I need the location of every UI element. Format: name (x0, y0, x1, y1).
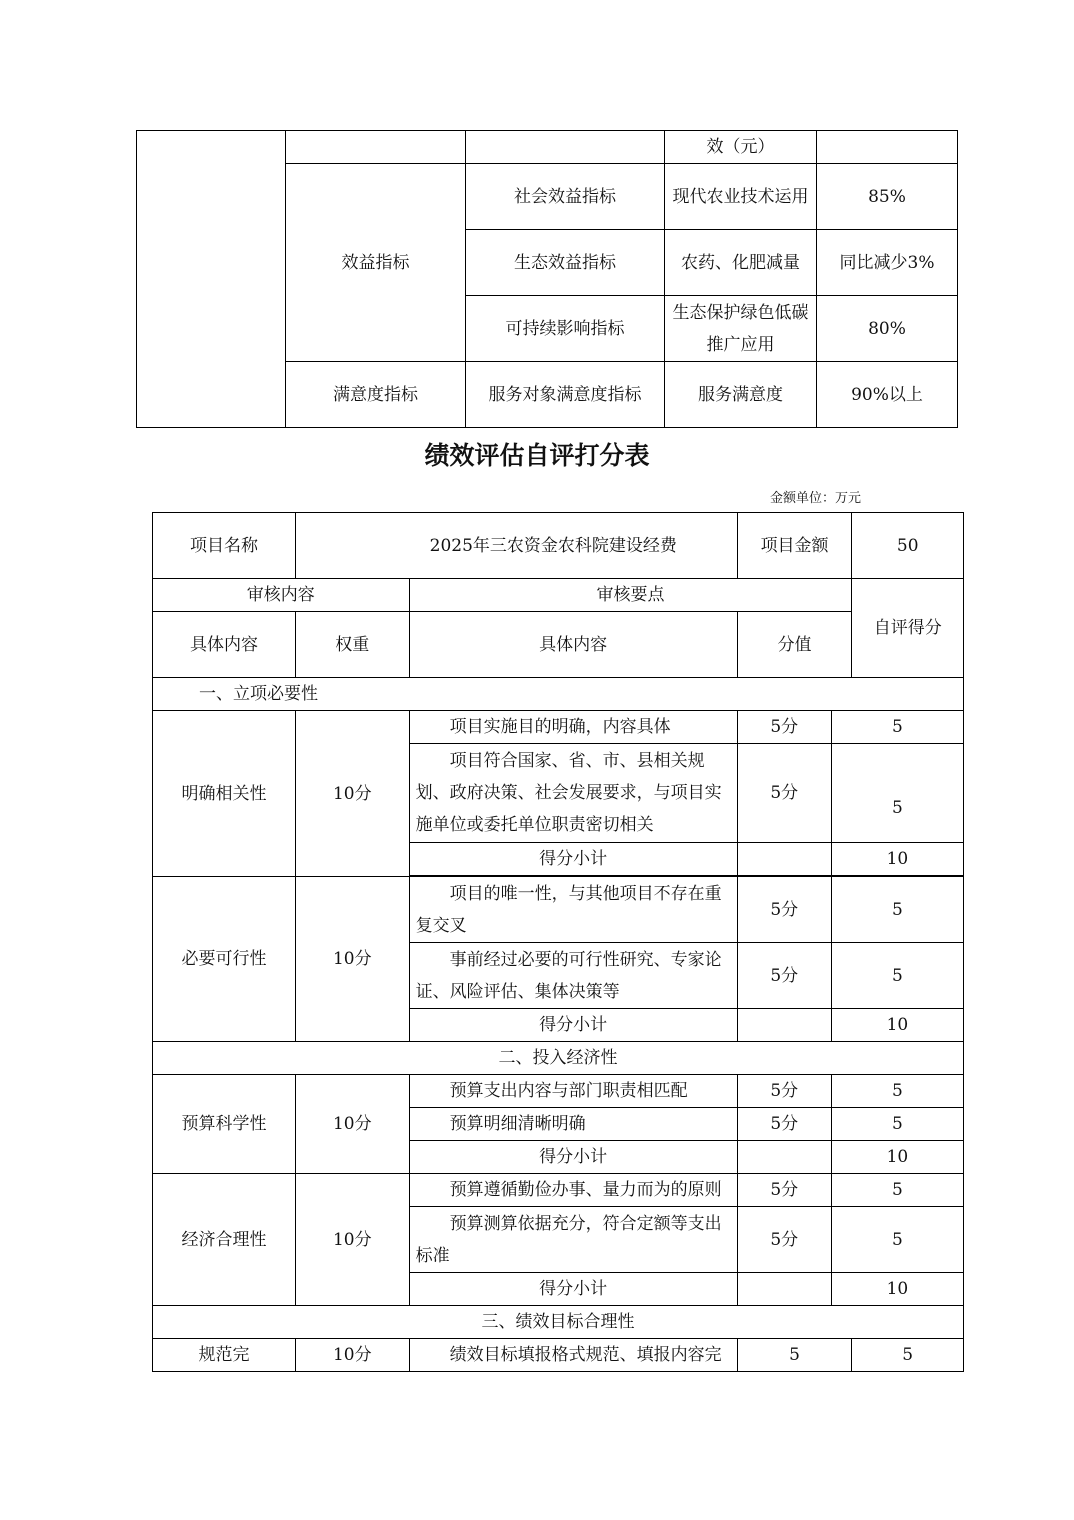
level3-indicator: 服务对象满意度指标 (466, 362, 665, 428)
project-name: 2025年三农资金农科院建设经费 (295, 513, 737, 579)
header-review-content: 审核内容 (153, 579, 410, 612)
header-weight: 权重 (295, 612, 409, 678)
level3-indicator: 可持续影响指标 (466, 296, 665, 362)
item-score: 5 (831, 711, 963, 744)
item-score: 5 (831, 1207, 963, 1273)
group-name: 必要可行性 (153, 877, 296, 1042)
level3-indicator: 社会效益指标 (466, 164, 665, 230)
item-points: 5分 (737, 744, 831, 843)
item-score: 5 (831, 1174, 963, 1207)
group-weight: 10分 (295, 1339, 409, 1372)
level4-indicator: 现代农业技术运用 (665, 164, 817, 230)
item-points: 5分 (737, 1207, 831, 1273)
indicator-value: 80% (817, 296, 958, 362)
group-weight: 10分 (295, 1075, 409, 1174)
subtotal-label: 得分小计 (409, 843, 737, 876)
section-title: 三、绩效目标合理性 (153, 1306, 964, 1339)
subtotal-score: 10 (831, 1141, 963, 1174)
indicator-value: 85% (817, 164, 958, 230)
item-text: 项目实施目的明确，内容具体 (409, 711, 737, 744)
item-text: 预算明细清晰明确 (409, 1108, 737, 1141)
blank-merged-cell (137, 131, 286, 428)
group-name: 预算科学性 (153, 1075, 296, 1174)
group-name: 经济合理性 (153, 1174, 296, 1306)
section-title: 一、立项必要性 (153, 678, 964, 711)
level4-indicator: 农药、化肥减量 (665, 230, 817, 296)
header-review-points: 审核要点 (409, 579, 852, 612)
item-score: 5 (831, 744, 963, 843)
item-text: 预算支出内容与部门职责相匹配 (409, 1075, 737, 1108)
group-weight: 10分 (295, 711, 409, 877)
item-points: 5分 (737, 1174, 831, 1207)
section-title: 二、投入经济性 (153, 1042, 964, 1075)
subtotal-label: 得分小计 (409, 1009, 737, 1042)
project-name-label: 项目名称 (153, 513, 296, 579)
item-points: 5分 (737, 943, 831, 1009)
group-weight: 10分 (295, 877, 409, 1042)
subtotal-score: 10 (831, 843, 963, 876)
subtotal-score: 10 (831, 1009, 963, 1042)
item-score: 5 (831, 943, 963, 1009)
item-score: 5 (831, 1108, 963, 1141)
item-score: 5 (831, 1075, 963, 1108)
header-detail: 具体内容 (409, 612, 737, 678)
item-text: 项目的唯一性，与其他项目不存在重复交叉 (409, 877, 737, 943)
item-score: 5 (831, 877, 963, 943)
item-text: 绩效目标填报格式规范、填报内容完 (409, 1339, 737, 1372)
project-amount-label: 项目金额 (737, 513, 852, 579)
satisfaction-indicator-label: 满意度指标 (286, 362, 466, 428)
subtotal-score: 10 (831, 1273, 963, 1306)
project-amount: 50 (852, 513, 964, 579)
header-item: 具体内容 (153, 612, 296, 678)
group-name: 规范完 (153, 1339, 296, 1372)
page-title: 绩效评估自评打分表 (424, 441, 650, 470)
header-points: 分值 (737, 612, 852, 678)
subtotal-label: 得分小计 (409, 1273, 737, 1306)
group-name: 明确相关性 (153, 711, 296, 877)
item-points: 5分 (737, 711, 831, 744)
amount-unit-note: 金额单位：万元 (770, 491, 862, 506)
cell-unit-remainder: 效（元） (665, 131, 817, 164)
indicator-value: 同比减少3% (817, 230, 958, 296)
level4-indicator: 服务满意度 (665, 362, 817, 428)
item-text: 项目符合国家、省、市、县相关规划、政府决策、社会发展要求，与项目实施单位或委托单位职责密切相关 (409, 744, 737, 843)
level4-indicator: 生态保护绿色低碳推广应用 (665, 296, 817, 362)
item-points: 5分 (737, 1075, 831, 1108)
self-evaluation-score-table (152, 512, 964, 1372)
item-text: 预算测算依据充分，符合定额等支出标准 (409, 1207, 737, 1273)
item-points: 5分 (737, 1108, 831, 1141)
item-score: 5 (852, 1339, 964, 1372)
item-points: 5分 (737, 877, 831, 943)
item-points: 5 (737, 1339, 852, 1372)
group-weight: 10分 (295, 1174, 409, 1306)
header-self-score: 自评得分 (852, 579, 964, 678)
indicator-value: 90%以上 (817, 362, 958, 428)
level3-indicator: 生态效益指标 (466, 230, 665, 296)
indicator-table (136, 130, 958, 428)
subtotal-label: 得分小计 (409, 1141, 737, 1174)
item-text: 预算遵循勤俭办事、量力而为的原则 (409, 1174, 737, 1207)
benefit-indicator-label: 效益指标 (286, 164, 466, 362)
item-text: 事前经过必要的可行性研究、专家论证、风险评估、集体决策等 (409, 943, 737, 1009)
